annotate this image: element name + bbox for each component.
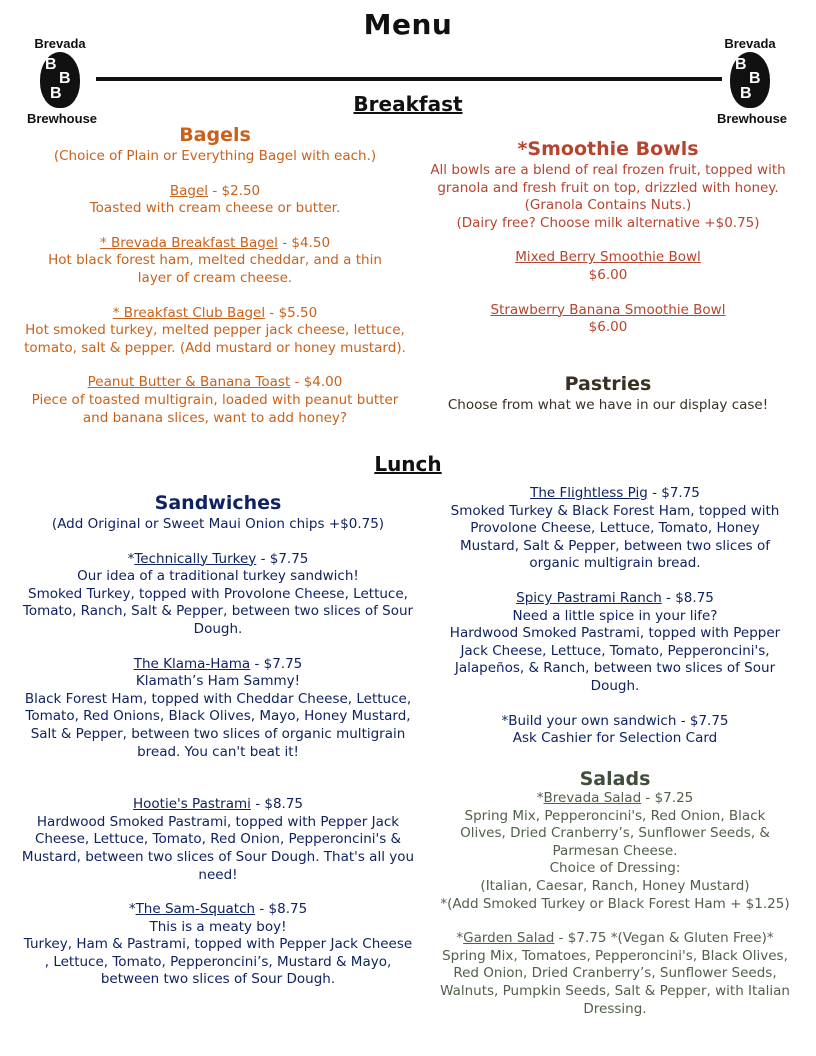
salads-heading: Salads <box>579 768 651 790</box>
item-price: $6.00 <box>588 319 628 336</box>
pastries-heading: Pastries <box>564 373 652 395</box>
build-own-title: *Build your own sandwich - $7.75 <box>501 712 729 729</box>
item-price: - $4.00 <box>290 374 343 391</box>
item-price: - $7.75 *(Vegan & Gluten Free)* <box>554 930 774 947</box>
logo-left <box>26 36 98 128</box>
item-name: Garden Salad <box>463 930 555 947</box>
item-desc: Hardwood Smoked Pastrami, topped with Pepper Jack Cheese, Lettuce, Tomato, Pepperoncini's, Jalapeños, & Ranch, between two slices of Sour Dough. <box>449 625 781 694</box>
logo-bottom-text: Brewhouse <box>716 111 788 126</box>
salads-section <box>440 768 790 1018</box>
item-name: Peanut Butter & Banana Toast <box>87 374 291 391</box>
smoothie-section <box>428 138 788 337</box>
page-title: Menu <box>363 8 453 41</box>
item-prefix: * <box>536 790 544 806</box>
menu-item <box>12 656 424 762</box>
menu-item <box>20 183 410 218</box>
menu-item <box>20 305 410 358</box>
menu-item <box>440 790 790 913</box>
item-name: Brevada Salad <box>543 790 642 806</box>
item-price: - $7.75 <box>250 655 303 672</box>
item-price: - $7.75 <box>647 485 700 501</box>
item-name: Strawberry Banana Smoothie Bowl <box>490 301 726 318</box>
logo-letter: B <box>59 70 71 87</box>
lunch-heading: Lunch <box>374 452 442 476</box>
item-desc: Hot smoked turkey, melted pepper jack cheese, lettuce, tomato, salt & pepper. (Add mustard or honey mustard). <box>24 322 406 356</box>
sandwiches-heading: Sandwiches <box>154 492 282 514</box>
item-desc: Turkey, Ham & Pastrami, topped with Pepper Jack Cheese , Lettuce, Tomato, Pepperoncini’s, Mustard & Mayo, between two slices of Sour Dough. <box>23 936 413 988</box>
sandwiches-right-column <box>440 485 790 748</box>
smoothie-note: All bowls are a blend of real frozen fruit, topped with granola and fresh fruit on top, drizzled with honey. (Granola Contains Nuts.) <box>430 162 786 214</box>
item-name: The Flightless Pig <box>530 485 648 501</box>
item-price: - $4.50 <box>277 234 331 251</box>
item-price: - $8.75 <box>255 901 308 918</box>
logo-letter: B <box>749 70 761 87</box>
menu-item <box>440 930 790 1018</box>
menu-item <box>12 551 424 639</box>
item-price: - $8.75 <box>250 796 304 813</box>
item-price: $6.00 <box>588 266 628 283</box>
menu-item <box>20 374 410 427</box>
item-name: Bagel <box>169 182 209 199</box>
item-desc: Hardwood Smoked Pastrami, topped with Pepper Jack Cheese, Lettuce, Tomato, Red Onion, Pepperoncini's & Mustard, between two slices of Sour Dough. That's all you need! <box>21 813 415 883</box>
sandwiches-section <box>12 492 424 989</box>
header-divider <box>96 77 722 81</box>
brewery-logo-icon <box>730 52 770 108</box>
item-name: Spicy Pastrami Ranch <box>516 589 662 606</box>
sandwiches-note: (Add Original or Sweet Maui Onion chips +$0.75) <box>51 516 385 532</box>
menu-item <box>20 235 410 288</box>
item-tagline: This is a meaty boy! <box>149 918 287 935</box>
item-desc: Hot black forest ham, melted cheddar, and a thin layer of cream cheese. <box>48 252 382 286</box>
pastries-desc: Choose from what we have in our display case! <box>447 397 769 413</box>
item-desc: Smoked Turkey & Black Forest Ham, topped with Provolone Cheese, Lettuce, Tomato, Honey Mustard, Salt & Pepper, between two slices of organic multigrain bread. <box>450 502 780 572</box>
logo-letter: B <box>740 85 752 102</box>
logo-bottom-text: Brewhouse <box>26 111 98 126</box>
smoothie-heading: *Smoothie Bowls <box>517 138 699 160</box>
item-name: Technically Turkey <box>134 550 257 567</box>
item-prefix: * <box>127 550 135 567</box>
item-tagline: Need a little spice in your life? <box>512 607 718 624</box>
logo-top-text: Brevada <box>34 36 86 51</box>
menu-item <box>440 590 790 696</box>
item-price: - $8.75 <box>661 589 714 606</box>
item-desc: Piece of toasted multigrain, loaded with peanut butter and banana slices, want to add honey? <box>31 391 399 426</box>
salad-addon: *(Add Smoked Turkey or Black Forest Ham + $1.25) <box>440 895 790 912</box>
item-price: - $7.75 <box>256 550 309 567</box>
logo-letter: B <box>45 56 57 73</box>
menu-item <box>428 249 788 284</box>
menu-item <box>12 901 424 989</box>
item-price: - $5.50 <box>265 304 318 321</box>
item-name: The Klama-Hama <box>133 655 251 672</box>
menu-item <box>428 302 788 337</box>
pastries-section <box>428 373 788 415</box>
item-prefix: * <box>128 901 136 918</box>
item-tagline: Klamath’s Ham Sammy! <box>135 673 301 690</box>
item-price: - $7.25 <box>641 790 694 806</box>
build-own-sandwich <box>440 713 790 748</box>
breakfast-heading: Breakfast <box>353 92 463 116</box>
bagels-heading: Bagels <box>179 124 251 146</box>
item-desc: Spring Mix, Pepperoncini's, Red Onion, Black Olives, Dried Cranberry’s, Sunflower Seeds, & Parmesan Cheese. <box>460 807 770 859</box>
item-name: * Breakfast Club Bagel <box>112 304 266 321</box>
item-desc: Smoked Turkey, topped with Provolone Cheese, Lettuce, Tomato, Ranch, Salt & Pepper, between two slices of Sour Dough. <box>22 585 414 637</box>
dressing-label: Choice of Dressing: <box>549 860 681 877</box>
brewery-logo-icon <box>40 52 80 108</box>
item-name: The Sam-Squatch <box>135 901 256 918</box>
item-desc: Black Forest Ham, topped with Cheddar Cheese, Lettuce, Tomato, Red Onions, Black Olives, Mayo, Honey Mustard, Salt & Pepper, between two slices of organic multigrain bread. You can't beat it! <box>24 690 412 760</box>
item-desc: Toasted with cream cheese or butter. <box>89 200 341 217</box>
build-own-desc: Ask Cashier for Selection Card <box>512 730 718 747</box>
logo-top-text: Brevada <box>724 36 776 51</box>
bagels-note: (Choice of Plain or Everything Bagel with each.) <box>53 148 377 164</box>
item-name: Hootie's Pastrami <box>132 796 251 813</box>
item-desc: Spring Mix, Tomatoes, Pepperoncini's, Black Olives, Red Onion, Dried Cranberry’s, Sunflower Seeds, Walnuts, Pumpkin Seeds, Salt & Pepper, with Italian Dressing. <box>440 947 790 1017</box>
item-price: - $2.50 <box>208 182 261 199</box>
item-tagline: Our idea of a traditional turkey sandwich! <box>77 568 359 585</box>
logo-letter: B <box>735 56 747 73</box>
item-name: * Brevada Breakfast Bagel <box>99 234 278 251</box>
item-prefix: * <box>456 930 464 947</box>
item-name: Mixed Berry Smoothie Bowl <box>515 249 701 266</box>
logo-letter: B <box>50 85 62 102</box>
logo-right <box>716 36 788 128</box>
bagels-section <box>20 124 410 427</box>
smoothie-dairy-note: (Dairy free? Choose milk alternative +$0.75) <box>456 214 760 231</box>
menu-item <box>12 796 424 884</box>
menu-item <box>440 485 790 573</box>
dressing-options: (Italian, Caesar, Ranch, Honey Mustard) <box>480 877 750 894</box>
